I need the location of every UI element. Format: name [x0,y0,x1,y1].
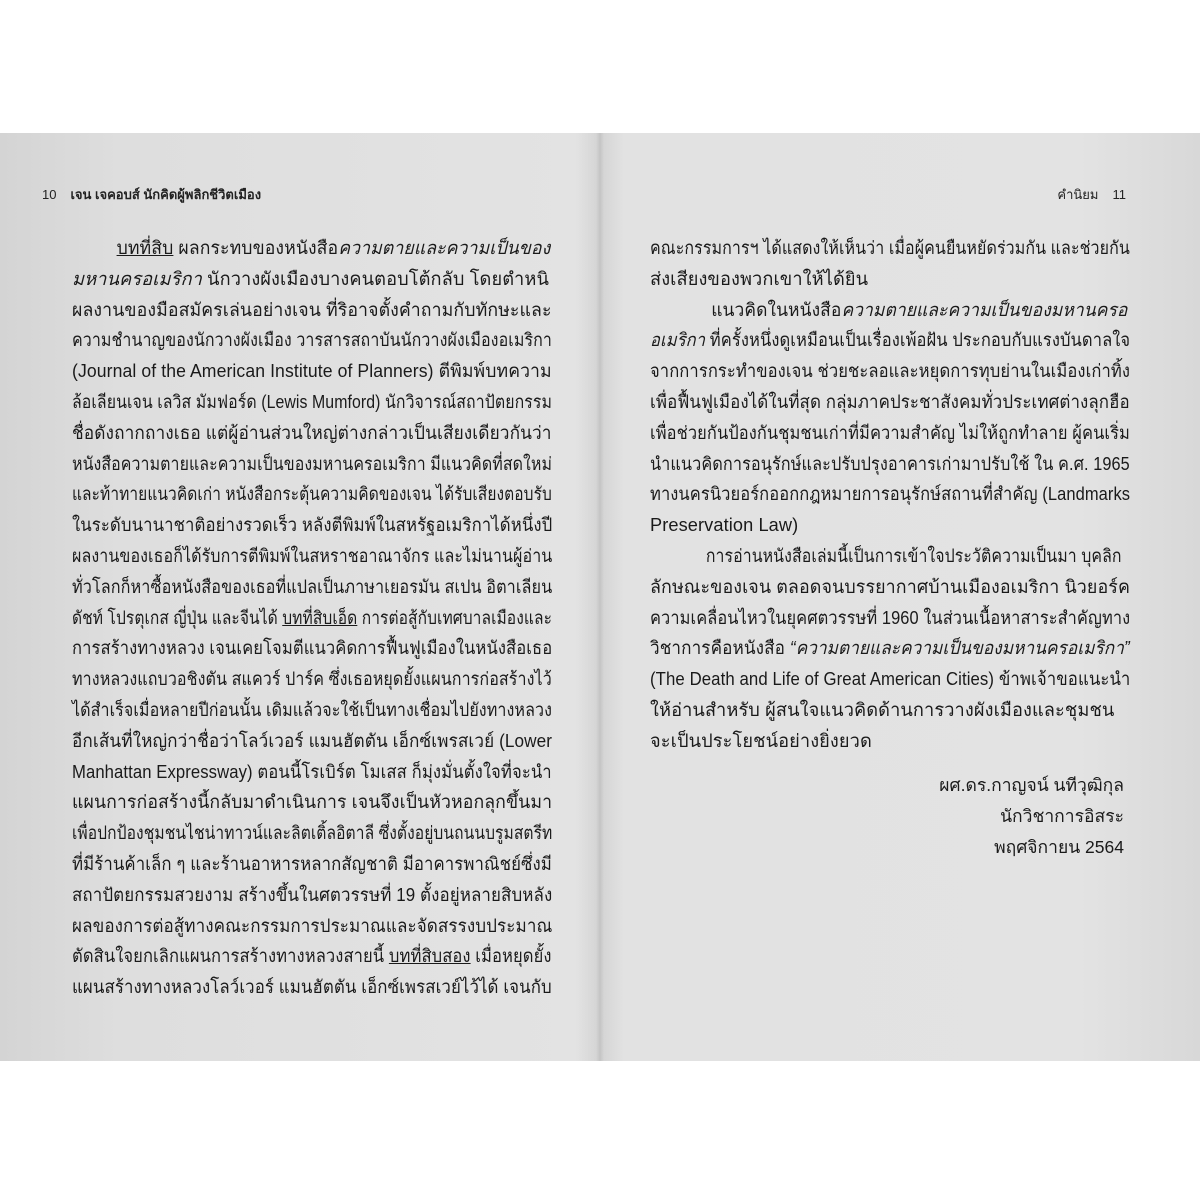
text-line: หนังสือความตายและความเป็นของมหานครอเมริกา มีแนวคิดที่สดใหม่ [72,453,553,474]
text-line: เพื่อปกป้องชุมชนไชน่าทาวน์และลิตเติ้ลอิตาลี ซึ่งตั้งอยู่บนถนนบรูมสตรีท [72,823,553,844]
text-line [650,295,1128,326]
text-line [72,941,552,972]
book-title-italic: “ความตายและความเป็นของมหานครอเมริกา” [789,638,1130,659]
text-line: ทางหลวงแถบวอชิงตัน สแควร์ ปาร์ค ซึ่งเธอหยุดยั้งแผนการก่อสร้างไว้ [72,669,552,690]
text-line: Preservation Law) [650,515,799,536]
chapter-reference: บทที่สิบ [116,238,174,258]
text-line: และท้าทายแนวคิดเก่า หนังสือกระตุ้นความคิดของเจน ได้รับเสียงตอบรับ [72,484,552,505]
text-line [72,603,553,634]
text-line: ในระดับนานาชาติอย่างรวดเร็ว หลังตีพิมพ์ในสหรัฐอเมริกาได้หนึ่งปี [72,515,553,536]
text-line: Manhattan Expressway) ตอนนี้โรเบิร์ต โมเสส ก็มุ่งมั่นตั้งใจที่จะนำ [72,761,552,782]
text-line: ล้อเลียนเจน เลวิส มัมฟอร์ด (Lewis Mumford) นักวิจารณ์สถาปัตยกรรม [72,391,553,412]
left-page [0,133,598,1061]
text-line: จะเป็นประโยชน์อย่างยิ่งยวด [650,730,872,751]
text-line: เพื่อฟื้นฟูเมืองได้ในที่สุด กลุ่มภาคประชาสังคมทั่วประเทศต่างลุกฮือ [650,391,1130,412]
text-line: ที่มีร้านค้าเล็ก ๆ และร้านอาหารหลากสัญชาติ มีอาคารพาณิชย์ซึ่งมี [72,853,552,874]
signature-date: พฤศจิกายน 2564 [994,837,1124,857]
book-title-italic: ความตายและความเป็นของมหานครอ [841,299,1128,320]
book-spread [0,133,1200,1061]
chapter-reference: บทที่สิบสอง [388,946,471,967]
text-line: คณะกรรมการฯ ได้แสดงให้เห็นว่า เมื่อผู้คนยืนหยัดร่วมกัน และช่วยกัน [650,238,1130,258]
text-line: ได้สำเร็จเมื่อหลายปีก่อนนั้น เดิมแล้วจะใช้เป็นทางเชื่อมไปยังทางหลวง [72,699,553,720]
text-line: ผลงานของมือสมัครเล่นอย่างเจน ที่ริอาจตั้งคำถามกับทักษะและ [72,299,552,320]
text-segment: แนวคิดในหนังสือ [711,299,842,320]
text-line: เพื่อช่วยกันป้องกันชุมชนเก่าที่มีความสำคัญ ไม่ให้ถูกทำลาย ผู้คนเริ่ม [650,422,1130,443]
text-line: อีกเส้นที่ใหญ่กว่าชื่อว่าโลว์เวอร์ แมนฮัตตัน เอ็กซ์เพรสเวย์ (Lower [72,730,553,751]
chapter-reference: บทที่สิบเอ็ด [282,607,358,628]
text-segment: ตัดสินใจยกเลิกแผนการสร้างทางหลวงสายนี้ [72,946,389,967]
text-line: ส่งเสียงของพวกเขาให้ได้ยิน [650,268,869,289]
text-line: ชื่อดังถากถางเธอ แต่ผู้อ่านส่วนใหญ่ต่างกล่าวเป็นเสียงเดียวกันว่า [72,422,552,443]
right-page-number: 11 [1112,187,1126,202]
signature-block [939,770,1124,863]
text-line [650,325,1131,356]
text-segment: ที่ครั้งหนึ่งดูเหมือนเป็นเรื่องเพ้อฝัน ประกอบกับแรงบันดาลใจ [705,330,1131,351]
text-line: จากการกระทำของเจน ช่วยชะลอและหยุดการทุบย่านในเมืองเก่าทิ้ง [650,361,1131,382]
text-line: แผนสร้างทางหลวงโลว์เวอร์ แมนฮัตตัน เอ็กซ์เพรสเวย์ไว้ได้ เจนกับ [72,977,552,998]
text-segment: ดัชท์ โปรตุเกส ญี่ปุ่น และจีนได้ [72,607,283,628]
text-line: (The Death and Life of Great American Cities) ข้าพเจ้าขอแนะนำ [650,669,1131,690]
text-line: ทางนครนิวยอร์กออกกฎหมายการอนุรักษ์สถานที่สำคัญ (Landmarks [650,484,1131,505]
right-running-title: คำนิยม [1057,187,1099,202]
text-line: ให้อ่านสำหรับ ผู้สนใจแนวคิดด้านการวางผังเมืองและชุมชน [650,699,1115,720]
book-title-italic: อเมริกา [650,330,706,351]
text-line: สถาปัตยกรรมสวยงาม สร้างขึ้นในศตวรรษที่ 19 ตั้งอยู่หลายสิบหลัง [72,884,553,905]
text-line: (Journal of the American Institute of Planners) ตีพิมพ์บทความ [72,361,552,382]
left-running-head [42,187,261,203]
right-page [602,133,1200,1061]
text-line: แผนการก่อสร้างนี้กลับมาดำเนินการ เจนจึงเป็นหัวหอกลุกขึ้นมา [72,792,553,813]
text-line [650,633,1130,664]
text-line: การสร้างทางหลวง เจนเคยโจมตีแนวคิดการฟื้นฟูเมืองในหนังสือเธอ [72,638,553,659]
text-segment: ผลกระทบของหนังสือ [173,238,339,258]
book-title-italic: มหานครอเมริกา [72,268,202,289]
signature-name: ผศ.ดร.กาญจน์ นทีวุฒิกุล [939,775,1124,795]
text-segment: การต่อสู้กับเทศบาลเมืองและ [357,607,553,628]
signature-role: นักวิชาการอิสระ [1000,806,1124,826]
text-line [72,233,551,264]
right-body-text [650,233,1130,757]
text-line: ทั่วโลกก็หาซื้อหนังสือของเธอที่แปลเป็นภาษาเยอรมัน สเปน อิตาเลียน [72,576,553,597]
right-running-head [1057,187,1126,203]
text-segment: วิชาการคือหนังสือ [650,638,790,659]
left-body-text [72,233,552,1003]
text-line: นำแนวคิดการอนุรักษ์และปรับปรุงอาคารเก่ามาปรับใช้ ใน ค.ศ. 1965 [650,453,1130,474]
text-line [72,264,552,295]
text-segment: เมื่อหยุดยั้ง [470,946,552,967]
text-segment: นักวางผังเมืองบางคนตอบโต้กลับ โดยตำหนิ [201,268,549,289]
text-line: ความเคลื่อนไหวในยุคศตวรรษที่ 1960 ในส่วนเนื้อหาสาระสำคัญทาง [650,607,1131,628]
text-line: ลักษณะของเจน ตลอดจนบรรยากาศบ้านเมืองอเมริกา นิวยอร์ค [650,576,1131,597]
text-line: การอ่านหนังสือเล่มนี้เป็นการเข้าใจประวัติความเป็นมา บุคลิก [705,545,1122,566]
left-running-title: เจน เจคอบส์ นักคิดผู้พลิกชีวิตเมือง [70,187,262,202]
text-line: ผลของการต่อสู้ทางคณะกรรมการประมาณและจัดสรรงบประมาณ [72,915,553,936]
text-line: ความชำนาญของนักวางผังเมือง วารสารสถาบันนักวางผังเมืองอเมริกา [72,330,552,351]
left-page-number: 10 [42,187,57,202]
text-line: ผลงานของเธอก็ได้รับการตีพิมพ์ในสหราชอาณาจักร และไม่นานผู้อ่าน [72,545,553,566]
book-title-italic: ความตายและความเป็นของ [338,238,551,258]
